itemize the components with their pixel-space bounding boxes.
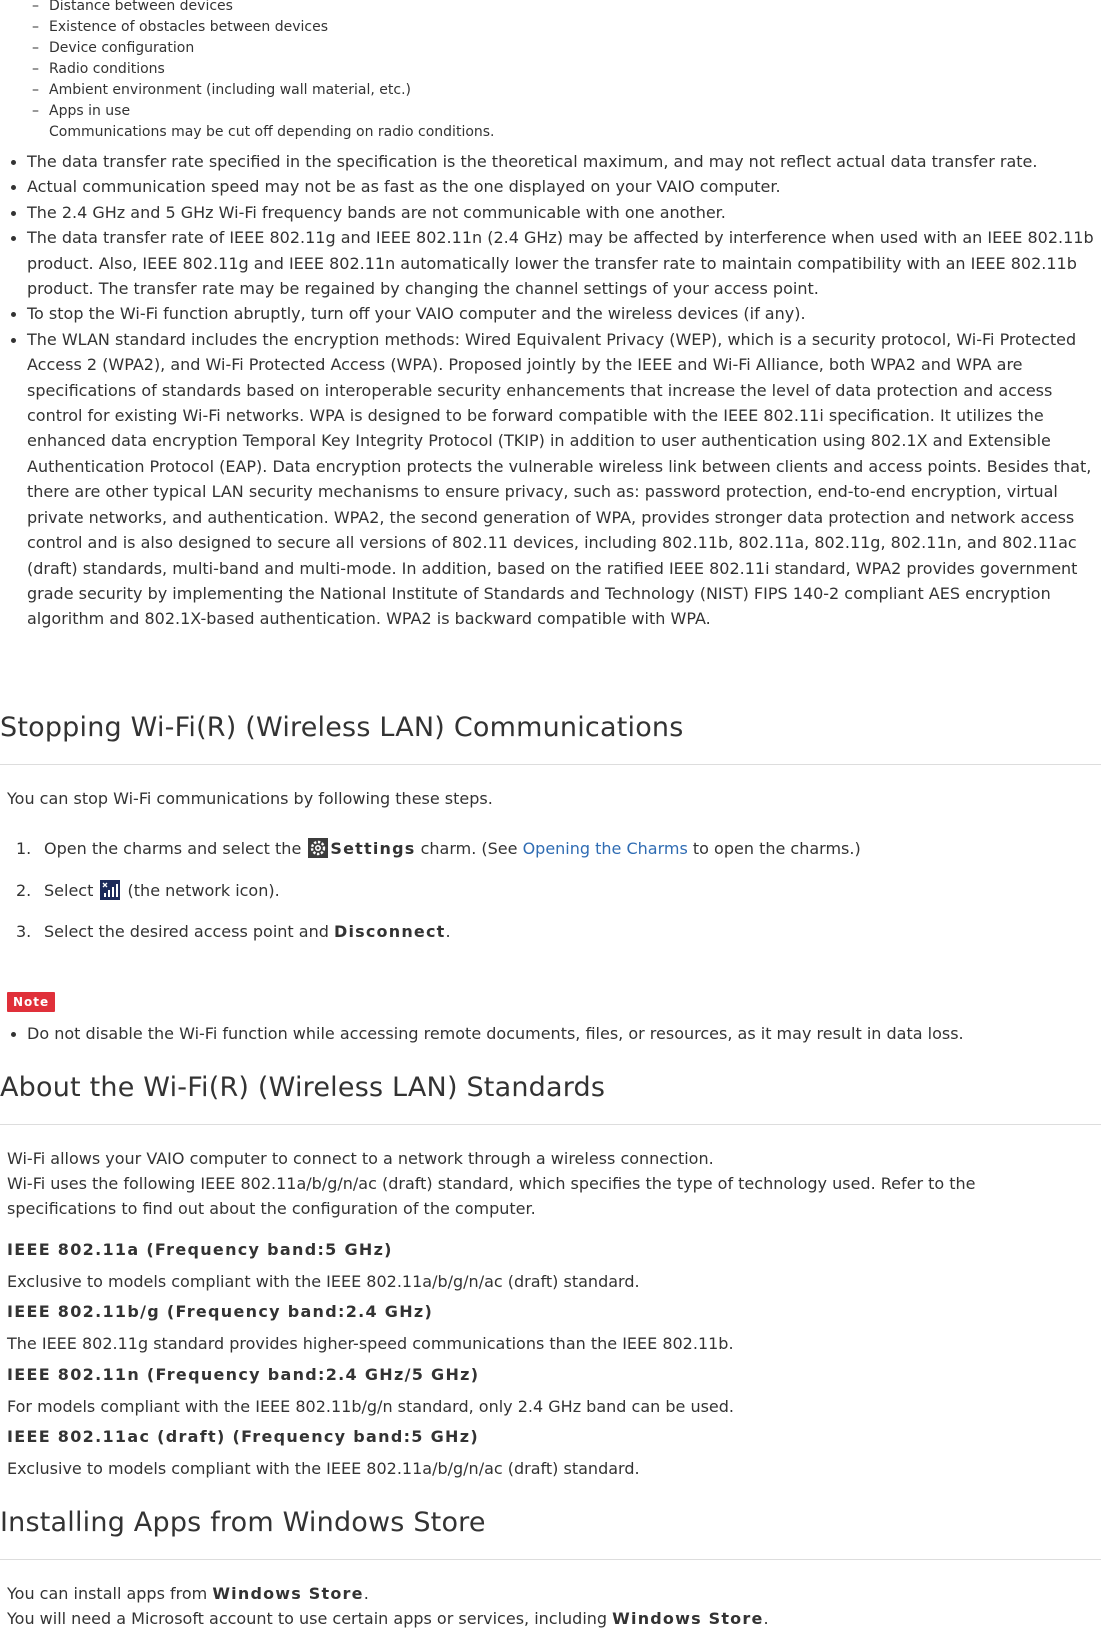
step-item: 2. Select (the network icon). xyxy=(16,880,280,900)
section-title-store: Installing Apps from Windows Store xyxy=(0,1507,486,1538)
network-icon xyxy=(100,880,120,900)
list-item: – Device configuration xyxy=(32,40,195,56)
step-item: 1. Open the charms and select the Settings charm. (See Opening the Charms to open the charms.) xyxy=(16,839,861,858)
list-item: – Radio conditions xyxy=(32,61,165,77)
divider xyxy=(0,1124,1101,1125)
standard-description: The IEEE 802.11g standard provides higher-speed communications than the IEEE 802.11b. xyxy=(7,1334,734,1353)
list-item: The data transfer rate of IEEE 802.11g and IEEE 802.11n (2.4 GHz) may be affected by interference when used with an IEEE 802.11b product. Also, IEEE 802.11g and IEEE 802.11n automatically lower the transfer rate to maintain compatibility with an IEEE 802.11b product. The transfer rate may be regained by changing the channel settings of your access point. xyxy=(10,225,1100,301)
radio-note: Communications may be cut off depending on radio conditions. xyxy=(49,124,495,140)
standard-heading: IEEE 802.11a (Frequency band:5 GHz) xyxy=(7,1240,393,1259)
divider xyxy=(0,1559,1101,1560)
steps-list xyxy=(16,838,861,963)
section-title-standards: About the Wi-Fi(R) (Wireless LAN) Standards xyxy=(0,1072,606,1103)
list-item: To stop the Wi-Fi function abruptly, turn off your VAIO computer and the wireless devices (if any). xyxy=(10,301,1100,326)
store-line-1: You can install apps from Windows Store. xyxy=(7,1584,369,1603)
standard-heading: IEEE 802.11n (Frequency band:2.4 GHz/5 GHz) xyxy=(7,1365,480,1384)
list-item: Do not disable the Wi-Fi function while accessing remote documents, files, or resources, as it may result in data loss. xyxy=(10,1021,1100,1046)
gear-icon xyxy=(308,838,328,858)
step-item: 3. Select the desired access point and Disconnect. xyxy=(16,922,451,941)
list-item: The data transfer rate specified in the specification is the theoretical maximum, and may not reflect actual data transfer rate. xyxy=(10,149,1100,174)
list-item: – Distance between devices xyxy=(32,0,233,14)
standard-heading: IEEE 802.11b/g (Frequency band:2.4 GHz) xyxy=(7,1302,434,1321)
divider xyxy=(0,764,1101,765)
standard-heading: IEEE 802.11ac (draft) (Frequency band:5 GHz) xyxy=(7,1427,479,1446)
list-item: – Ambient environment (including wall material, etc.) xyxy=(32,82,412,98)
note-badge: Note xyxy=(7,992,55,1012)
standards-intro-2: Wi-Fi uses the following IEEE 802.11a/b/g/n/ac (draft) standard, which specifies the type of technology used. Refer to the specifications to find out about the configuration of the computer. xyxy=(7,1174,976,1219)
stopping-intro: You can stop Wi-Fi communications by following these steps. xyxy=(7,789,493,808)
standards-intro-1: Wi-Fi allows your VAIO computer to connect to a network through a wireless connection. xyxy=(7,1149,714,1168)
note-list xyxy=(10,1021,1100,1046)
notes-list xyxy=(10,149,1100,632)
standard-description: Exclusive to models compliant with the IEEE 802.11a/b/g/n/ac (draft) standard. xyxy=(7,1272,640,1291)
standard-description: For models compliant with the IEEE 802.11b/g/n standard, only 2.4 GHz band can be used. xyxy=(7,1397,734,1416)
list-item: The 2.4 GHz and 5 GHz Wi-Fi frequency bands are not communicable with one another. xyxy=(10,200,1100,225)
list-item: – Apps in use Communications may be cut off depending on radio conditions. xyxy=(32,101,495,143)
factors-list xyxy=(32,0,495,143)
list-item: Actual communication speed may not be as fast as the one displayed on your VAIO computer. xyxy=(10,174,1100,199)
standard-description: Exclusive to models compliant with the IEEE 802.11a/b/g/n/ac (draft) standard. xyxy=(7,1459,640,1478)
store-line-2: You will need a Microsoft account to use certain apps or services, including Windows Store. xyxy=(7,1609,769,1628)
section-title-stopping: Stopping Wi-Fi(R) (Wireless LAN) Communications xyxy=(0,712,684,743)
opening-charms-link[interactable]: Opening the Charms xyxy=(522,839,688,858)
list-item: – Existence of obstacles between devices xyxy=(32,19,329,35)
list-item: The WLAN standard includes the encryption methods: Wired Equivalent Privacy (WEP), which is a security protocol, Wi-Fi Protected Access 2 (WPA2), and Wi-Fi Protected Access (WPA). Proposed jointly by the IEEE and Wi-Fi Alliance, both WPA2 and WPA are specifications of standards based on interoperable security enhancements that increase the level of data protection and access control for existing Wi-Fi networks. WPA is designed to be forward compatible with the IEEE 802.11i specification. It utilizes the enhanced data encryption Temporal Key Integrity Protocol (TKIP) in addition to user authentication using 802.1X and Extensible Authentication Protocol (EAP). Data encryption protects the vulnerable wireless link between clients and access points. Besides that, there are other typical LAN security mechanisms to ensure privacy, such as: password protection, end-to-end encryption, virtual private networks, and authentication. WPA2, the second generation of WPA, provides stronger data protection and network access control and is also designed to secure all versions of 802.11 devices, including 802.11b, 802.11a, 802.11g, 802.11n, and 802.11ac (draft) standards, multi-band and multi-mode. In addition, based on the ratified IEEE 802.11i standard, WPA2 provides government grade security by implementing the National Institute of Standards and Technology (NIST) FIPS 140-2 compliant AES encryption algorithm and 802.1X-based authentication. WPA2 is backward compatible with WPA. xyxy=(10,327,1100,632)
